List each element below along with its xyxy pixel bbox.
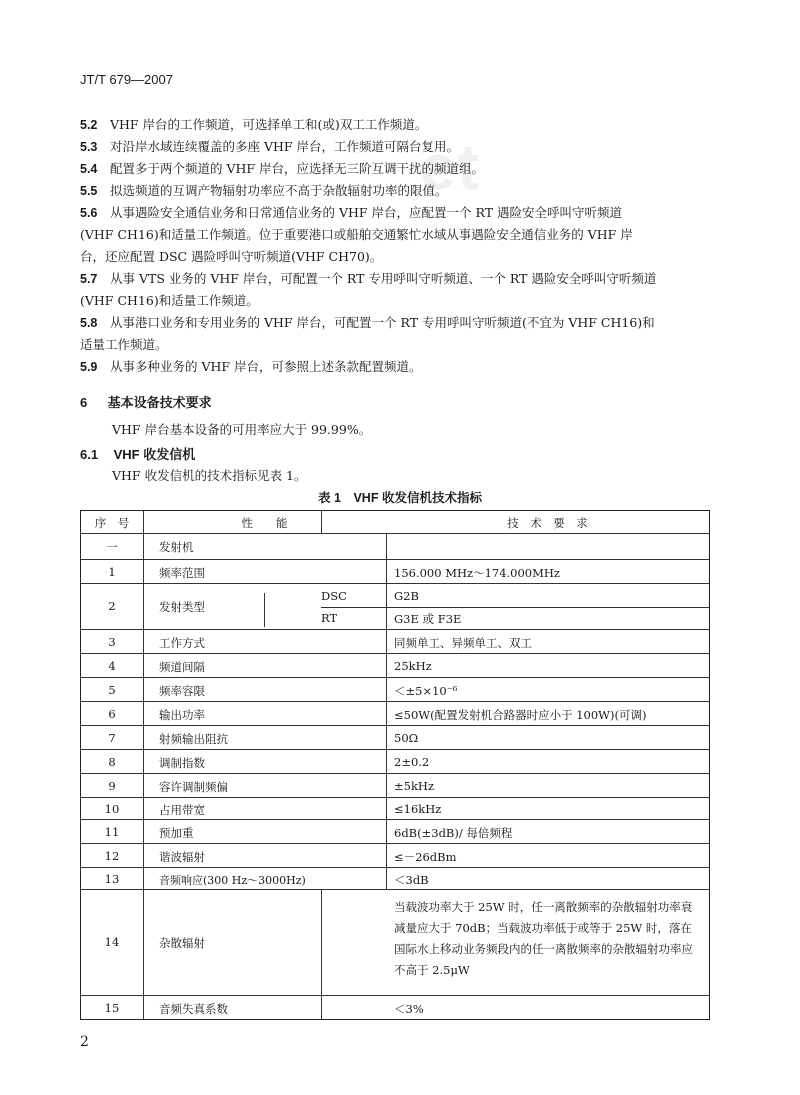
clause-text-line-2: (VHF CH16)和适量工作频道。 [80, 293, 259, 308]
clause-5-9 [80, 356, 720, 378]
clause-5-3 [80, 136, 720, 158]
section-6-1-paragraph: VHF 收发信机的技术指标见表 1。 [112, 468, 307, 483]
row-number: 7 [108, 731, 116, 745]
clause-text: 对沿岸水域连续覆盖的多座 VHF 岸台，工作频道可隔台复用。 [109, 139, 460, 154]
row-performance: 发射类型 [159, 600, 205, 614]
section-title: 基本设备技术要求 [107, 395, 212, 410]
row-requirement: ±5kHz [394, 779, 435, 793]
section-number: 6.1 [80, 447, 99, 462]
row-requirement: 6dB(±3dB)/ 每倍频程 [394, 826, 513, 840]
row-performance: 音频失真系数 [159, 1002, 228, 1016]
clause-5-8 [80, 312, 720, 356]
watermark: et [420, 131, 481, 203]
row-performance: 频率范围 [159, 566, 205, 580]
clause-text: VHF 岸台的工作频道，可选择单工和(或)双工工作频道。 [109, 117, 428, 132]
section-6-1-heading [80, 444, 195, 463]
row-performance: 工作方式 [159, 636, 205, 650]
row-requirement: 2±0.2 [394, 755, 430, 769]
clause-5-5 [80, 180, 720, 202]
row-requirement: ≤－26dBm [394, 850, 457, 864]
row-performance: 占用带宽 [159, 803, 205, 817]
clause-number: 5.6 [80, 206, 98, 220]
row-performance: 音频响应(300 Hz～3000Hz) [159, 874, 306, 887]
clause-5-6 [80, 202, 720, 268]
clause-number: 5.8 [80, 316, 98, 330]
row-performance: 输出功率 [159, 708, 205, 722]
clause-number: 5.4 [80, 162, 98, 176]
clause-number: 5.2 [80, 118, 98, 132]
row-performance: 预加重 [159, 826, 194, 840]
row-requirement: 156.000 MHz～174.000MHz [394, 566, 560, 580]
header-number: 序 号 [94, 516, 130, 530]
row-performance: 调制指数 [159, 756, 205, 770]
row-sub-label-dsc: DSC [321, 589, 347, 603]
section-6-paragraph: VHF 岸台基本设备的可用率应大于 99.99%。 [112, 422, 372, 437]
document-code-header: JT/T 679—2007 [80, 72, 173, 87]
row-number: 3 [108, 635, 116, 649]
spec-table [80, 510, 710, 1020]
clause-number: 5.9 [80, 360, 98, 374]
section-6-heading [80, 392, 212, 411]
header-requirement: 技 术 要 求 [507, 516, 588, 530]
row-performance: 谐波辐射 [159, 850, 205, 864]
row-performance: 杂散辐射 [159, 936, 205, 950]
clause-text-line-2: (VHF CH16)和适量工作频道。位于重要港口或船舶交通繁忙水域从事遇险安全通信业务的 VHF 岸 [80, 227, 633, 242]
row-number: 10 [104, 802, 120, 816]
clause-5-2 [80, 114, 720, 136]
row-requirement: ＜3dB [394, 873, 429, 887]
row-number: 9 [108, 779, 116, 793]
row-number: 11 [104, 825, 120, 839]
row-number: 12 [104, 849, 120, 863]
row-number: 1 [108, 565, 116, 579]
clause-text: 从事多种业务的 VHF 岸台，可参照上述条款配置频道。 [109, 359, 422, 374]
clause-text-line-1: 从事港口业务和专用业务的 VHF 岸台，可配置一个 RT 专用呼叫守听频道(不宜为 VHF CH16)和 [109, 315, 655, 330]
header-performance: 性 能 [241, 516, 288, 530]
row-requirement: 50Ω [394, 731, 419, 745]
row-requirement: ＜3% [394, 1002, 424, 1016]
row-requirement: 当载波功率大于 25W 时，任一离散频率的杂散辐射功率衰减量应大于 70dB；当载波功率低于或等于 25W 时，落在国际水上移动业务频段内的任一离散频率的杂散辐射功率应不高于 2.5μW [394, 900, 693, 977]
section-number: 6 [80, 395, 88, 410]
row-requirement-dsc: G2B [394, 589, 419, 603]
row-number: 6 [108, 707, 116, 721]
row-performance: 容许调制频偏 [159, 780, 228, 794]
row-requirement: ≤50W(配置发射机合路器时应小于 100W)(可调) [394, 708, 647, 722]
clause-text-line-1: 从事遇险安全通信业务和日常通信业务的 VHF 岸台，应配置一个 RT 遇险安全呼叫守听频道 [109, 205, 623, 220]
row-requirement: 25kHz [394, 659, 432, 673]
row-performance: 发射机 [159, 540, 194, 554]
row-requirement: 同频单工、异频单工、双工 [394, 636, 532, 650]
row-performance: 射频输出阻抗 [159, 732, 228, 746]
clause-text-line-3: 台，还应配置 DSC 遇险呼叫守听频道(VHF CH70)。 [80, 249, 383, 264]
row-number: 2 [108, 599, 116, 613]
row-sub-label-rt: RT [321, 611, 338, 625]
row-number: 14 [104, 935, 120, 949]
row-performance: 频道间隔 [159, 660, 205, 674]
clause-text: 配置多于两个频道的 VHF 岸台，应选择无三阶互调干扰的频道组。 [109, 161, 485, 176]
table-caption: 表 1 VHF 收发信机技术指标 [318, 491, 482, 505]
row-number: 一 [106, 540, 118, 554]
row-requirement: ≤16kHz [394, 802, 442, 816]
row-number: 8 [108, 755, 116, 769]
clause-text: 拟选频道的互调产物辐射功率应不高于杂散辐射功率的限值。 [109, 183, 448, 198]
row-performance: 频率容限 [159, 684, 205, 698]
section-title: VHF 收发信机 [113, 447, 196, 462]
row-number: 4 [108, 659, 116, 673]
row-number: 13 [104, 872, 120, 886]
row-number: 5 [108, 683, 116, 697]
clause-5-4 [80, 158, 720, 180]
row-requirement-rt: G3E 或 F3E [394, 612, 462, 626]
clause-number: 5.3 [80, 140, 98, 154]
clause-text-line-2: 适量工作频道。 [80, 337, 168, 352]
row-number: 15 [104, 1001, 120, 1015]
clause-text-line-1: 从事 VTS 业务的 VHF 岸台，可配置一个 RT 专用呼叫守听频道、一个 RT 遇险安全呼叫守听频道 [109, 271, 657, 286]
clause-number: 5.7 [80, 272, 98, 286]
clause-number: 5.5 [80, 184, 98, 198]
row-requirement: ＜±5×10⁻⁶ [394, 684, 458, 698]
clause-5-7 [80, 268, 720, 312]
page-number: 2 [80, 1034, 89, 1050]
